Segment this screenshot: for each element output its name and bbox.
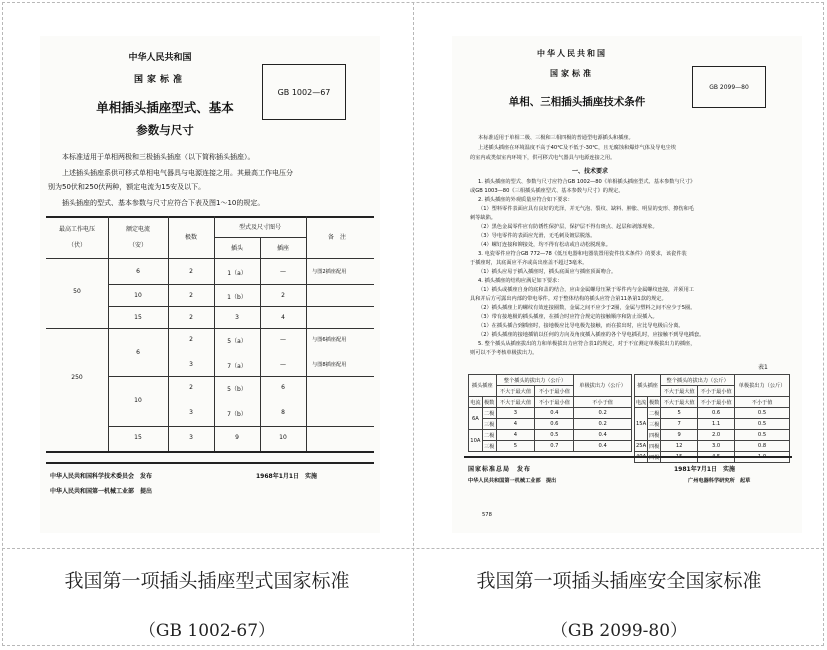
- right-para: 则可以不予考核单极拔出力。: [470, 350, 538, 356]
- table-row: [635, 408, 790, 419]
- cell-poles: 二极: [482, 430, 496, 441]
- cell-poles: 2: [189, 384, 193, 391]
- th-kg-min: 不小于最小值: [535, 397, 574, 408]
- cell-min: 0.6: [535, 419, 574, 430]
- cell-poles: 2: [189, 336, 193, 343]
- left-caption-code: （GB 1002-67）: [138, 621, 276, 641]
- table-row: [469, 419, 632, 430]
- right-para: （3）带有接地极的插头插座，在插合时应符合规定的接触顺序和防止误插入。: [478, 314, 658, 320]
- left-footer-proposer: 中华人民共和国第一机械工业部 提出: [50, 488, 153, 495]
- right-para: 或GB 1003—80《三相插头插座型式、基本参数与尺寸》的规定。: [470, 188, 624, 194]
- cell-current: 40A: [635, 452, 648, 463]
- cell-remark: 与图8插座配用: [312, 362, 347, 368]
- right-intro-2: 上述插头插座在环境温度不高于40℃及不低于-30℃，且无腐蚀和爆炸气体及导电尘埃: [478, 145, 676, 151]
- th-max: 不大于最大值: [496, 386, 535, 397]
- cell-current: 10A: [469, 430, 483, 452]
- left-standard-code-box: [262, 64, 346, 120]
- right-para: （1）插头或插座自身的底和盖的结合，应由金属螺母压紧于零件内与金属螺纹连接，并须用工: [478, 287, 694, 293]
- table-top-rule: [46, 216, 374, 218]
- left-header-country: 中华人民共和国: [128, 53, 192, 63]
- cell-socket: 2: [281, 292, 285, 299]
- th-item: 插头插座: [635, 375, 661, 397]
- table-row-rule: [108, 376, 374, 377]
- th-figure-no: 型式及尺寸图号: [238, 224, 281, 231]
- right-para: （3）导电零件的表面应光滑，无毛刺及镀层脱落。: [478, 233, 596, 239]
- cell-max: 7: [661, 419, 698, 430]
- cell-plug: 5（a）: [227, 338, 247, 345]
- th-kg-min: 不小于最小值: [698, 397, 735, 408]
- cell-max: 9: [661, 430, 698, 441]
- table-row: [469, 430, 632, 441]
- th-kg-max: 不大于最大值: [661, 397, 698, 408]
- right-para: 3. 电瓷零件应符合GB 772—78《低压电器和电器装置用瓷件技术条件》的要求，该瓷件装: [478, 251, 687, 257]
- th-voltage-unit: （伏）: [67, 242, 86, 249]
- cell-poles: 二极: [482, 408, 496, 419]
- right-standard-code: GB 2099—80: [709, 83, 749, 91]
- cell-poles: 三极: [648, 419, 661, 430]
- cell-voltage-50: 50: [73, 288, 81, 295]
- cell-current: 6: [136, 268, 140, 275]
- th-kg-single: 不小于值: [735, 397, 790, 408]
- cell-current: 25A: [635, 441, 648, 452]
- cell-socket: 4: [281, 314, 285, 321]
- cell-single: 0.5: [735, 408, 790, 419]
- left-standard-code: GB 1002—67: [277, 87, 331, 97]
- cell-voltage-250: 250: [71, 374, 83, 381]
- right-para: （1）在插头插合到插座时，接地极应比导电极先接触，而在拔出时，应比导电极后分离。: [478, 323, 684, 329]
- cell-remark: 与图2插座配用: [312, 269, 347, 275]
- cell-single: 1.0: [735, 452, 790, 463]
- th-current: 额定电流: [125, 226, 150, 233]
- th-item: 插头插座: [469, 375, 497, 397]
- th-max: 不大于最大值: [661, 386, 698, 397]
- right-section-heading: 一、技术要求: [572, 168, 609, 175]
- cell-plug: 3: [235, 314, 239, 321]
- left-body-line3: 别为50伏和250伏两种，额定电流为15安及以下。: [48, 183, 206, 191]
- right-footer-proposer: 中华人民共和国第一机械工业部 提出: [468, 478, 557, 484]
- cell-poles: 3: [189, 434, 193, 441]
- right-para: （1）塑料零件表面应具有良好的光泽，并无气泡、裂纹、缺料、肿胀、明显的变形、擦伤和毛: [478, 206, 694, 212]
- cell-poles: 2: [189, 268, 193, 275]
- cell-max: 3: [496, 408, 535, 419]
- cell-socket: —: [280, 361, 286, 368]
- cell-single: 0.8: [735, 441, 790, 452]
- th-poles: 极数: [482, 397, 496, 408]
- th-single-force: 单极拔出力（公斤）: [735, 375, 790, 397]
- cell-poles: 四极: [648, 441, 661, 452]
- right-para: （2）插头插座上的螺纹有效连接圈数，金属之间不应少于2圈，金属与塑料之间不应少于5圈。: [478, 305, 696, 311]
- right-para: （2）插头插座的接地插销以任何的方向及角度插入插座的各个导电插孔时，应接触不到导电插套。: [478, 332, 705, 338]
- document-gb1002-67: [40, 36, 380, 533]
- left-caption-main: 我国第一项插头插座型式国家标准: [64, 570, 350, 592]
- table-row-rule: [108, 284, 374, 285]
- table-group-rule: [46, 328, 374, 329]
- left-body-line4: 插头插座的型式、基本参数与尺寸应符合下表及图1～10的规定。: [62, 199, 265, 207]
- cell-max: 5: [661, 408, 698, 419]
- cell-min: 4.5: [698, 452, 735, 463]
- cell-socket: 8: [281, 409, 285, 416]
- th-current-unit: （安）: [128, 242, 147, 249]
- right-intro-1: 本标准适用于单相二极、三极和三相四极的普通型电源插头和插座。: [478, 135, 634, 141]
- table-row: [635, 430, 790, 441]
- right-para: 刺等缺陷。: [470, 215, 496, 221]
- right-page-number: 578: [482, 512, 492, 518]
- cell-min: 0.7: [535, 441, 574, 452]
- table-row: [635, 419, 790, 430]
- th-min: 不小于最小值: [535, 386, 574, 397]
- th-min: 不小于最小值: [698, 386, 735, 397]
- cell-plug: 1（a）: [227, 270, 247, 277]
- th-socket: 插座: [276, 245, 289, 252]
- cell-poles: 3: [189, 409, 193, 416]
- cell-current: 6A: [469, 408, 483, 430]
- cell-min: 3.0: [698, 441, 735, 452]
- th-kg-single: 不小于值: [574, 397, 632, 408]
- right-para: 于插座时，其底面应平齐或高出座盖不超过3毫米。: [470, 260, 588, 266]
- cell-single: 0.4: [574, 441, 632, 452]
- th-voltage: 最高工作电压: [58, 226, 95, 233]
- th-single-force: 单极拔出力（公斤）: [574, 375, 632, 397]
- right-footer-date: 1981年7月1日 实施: [674, 466, 736, 473]
- cell-poles: 三极: [482, 441, 496, 452]
- cell-current: 10: [134, 292, 142, 299]
- cell-plug: 7（b）: [227, 411, 247, 418]
- table-row: [469, 441, 632, 452]
- cell-plug: 1（b）: [227, 294, 247, 301]
- left-footer-issuer: 中华人民共和国科学技术委员会 发布: [50, 473, 153, 480]
- cell-poles: 二极: [648, 408, 661, 419]
- cell-poles: 四极: [648, 452, 661, 463]
- cell-socket: —: [280, 336, 286, 343]
- cell-min: 0.6: [698, 408, 735, 419]
- cell-poles: 四极: [648, 430, 661, 441]
- cell-current: 6: [136, 349, 140, 356]
- cell-max: 4: [496, 419, 535, 430]
- document-gb2099-80: [452, 36, 802, 533]
- cell-max: 5: [496, 441, 535, 452]
- table-header-rule: [46, 258, 374, 259]
- left-footer-rule: [46, 462, 374, 464]
- right-para: 4. 插头插座的结构应满足如下要求：: [478, 278, 563, 284]
- th-total-force: 整个插头的拔出力（公斤）: [661, 375, 735, 386]
- cell-poles: 2: [189, 314, 193, 321]
- cell-min: 2.0: [698, 430, 735, 441]
- right-para: 5. 整个插头从插座拔出的力和单极拔出力应符合表1的规定，对于不宜测定单极拔出力的插座，: [478, 341, 696, 347]
- cell-poles: 三极: [482, 419, 496, 430]
- cell-min: 0.4: [535, 408, 574, 419]
- left-footer-date: 1968年1月1日 实施: [256, 473, 318, 480]
- table-bottom-rule: [46, 451, 374, 453]
- right-para: 具和并后方可露出内部的带电零件。对于整体结构的插头应符合第11条第1款的规定。: [470, 296, 667, 302]
- right-para: （1）插头应易于插入插座时，插头底面应与插座顶面吻合。: [478, 269, 617, 275]
- cell-plug: 9: [235, 434, 239, 441]
- table-row-rule: [108, 426, 374, 427]
- cell-plug: 5（b）: [227, 386, 247, 393]
- right-para: （2）黑色金属零件应有防锈性保护层，保护层不得有斑点、起层和剥落现象。: [478, 224, 658, 230]
- right-force-table-right: [634, 374, 790, 463]
- right-para: 1. 插头插座的型式、参数与尺寸应符合GB 1002—80《单相插头插座型式、基本参数与尺寸》: [478, 179, 696, 185]
- th-total-force: 整个插头的拔出力（公斤）: [496, 375, 574, 386]
- cell-single: 0.5: [735, 419, 790, 430]
- caption-divider: [2, 548, 824, 549]
- th-current: 电流: [469, 397, 483, 408]
- cell-remark: 与图6插座配用: [312, 337, 347, 343]
- table-row-rule: [108, 306, 374, 307]
- cell-current: 15: [134, 314, 142, 321]
- left-body-line1: 本标准适用于单相两极和三极插头插座（以下简称插头插座）。: [62, 153, 255, 161]
- th-plug: 插头: [230, 245, 243, 252]
- right-footer-bureau: 国家标准总局 发布: [468, 466, 532, 473]
- right-caption-code: （GB 2099-80）: [550, 621, 688, 641]
- right-table-caption: 表1: [758, 364, 768, 371]
- cell-max: 4: [496, 430, 535, 441]
- cell-single: 0.2: [574, 419, 632, 430]
- right-footer-rule: [464, 456, 792, 458]
- left-header-standard: 国家标准: [133, 75, 186, 85]
- th-current: 电流: [635, 397, 648, 408]
- cell-current: 10: [134, 397, 142, 404]
- table-col-divider: [108, 216, 109, 451]
- cell-min: 0.5: [535, 430, 574, 441]
- table-row: [635, 441, 790, 452]
- right-title: 单相、三相插头插座技术条件: [508, 96, 646, 108]
- right-caption-main: 我国第一项插头插座安全国家标准: [476, 570, 762, 592]
- cell-max: 15: [661, 452, 698, 463]
- right-intro-3: 的室内或类似室内环境下，供可移式电气器具与电源连接之用。: [470, 155, 616, 161]
- right-header-standard: 国家标准: [550, 69, 594, 78]
- right-standard-code-box: [692, 66, 766, 108]
- cell-poles: 2: [189, 292, 193, 299]
- cell-single: 0.4: [574, 430, 632, 441]
- th-poles: 极数: [648, 397, 661, 408]
- right-para: 2. 插头插座的外观质量应符合如下要求：: [478, 197, 573, 203]
- cell-plug: 7（a）: [227, 363, 247, 370]
- left-body-line2: 上述插头插座系供可移式单相电气器具与电源连接之用。其最高工作电压分: [62, 169, 293, 177]
- left-title-line1: 单相插头插座型式、基本: [96, 100, 234, 115]
- right-footer-drafter: 广州电器科学研究所 起草: [688, 478, 751, 484]
- cell-single: 0.5: [735, 430, 790, 441]
- cell-min: 1.1: [698, 419, 735, 430]
- left-title-line2: 参数与尺寸: [136, 123, 194, 137]
- th-poles: 极数: [184, 234, 197, 241]
- cell-poles: 3: [189, 361, 193, 368]
- cell-socket: —: [280, 268, 286, 275]
- right-force-table-left: [468, 374, 632, 452]
- th-kg-max: 不大于最大值: [496, 397, 535, 408]
- table-row: [469, 408, 632, 419]
- cell-single: 0.2: [574, 408, 632, 419]
- cell-current: 15A: [635, 408, 648, 441]
- cell-current: 15: [134, 434, 142, 441]
- center-divider: [413, 2, 414, 646]
- right-header-country: 中华人民共和国: [537, 49, 607, 58]
- cell-socket: 10: [279, 434, 287, 441]
- right-para: （4）螺钉连接和铆接处，均不得有松动或自动松脱现象。: [478, 242, 611, 248]
- table-col-divider: [306, 216, 307, 451]
- th-remark: 备注: [327, 234, 352, 241]
- cell-max: 12: [661, 441, 698, 452]
- cell-socket: 6: [281, 384, 285, 391]
